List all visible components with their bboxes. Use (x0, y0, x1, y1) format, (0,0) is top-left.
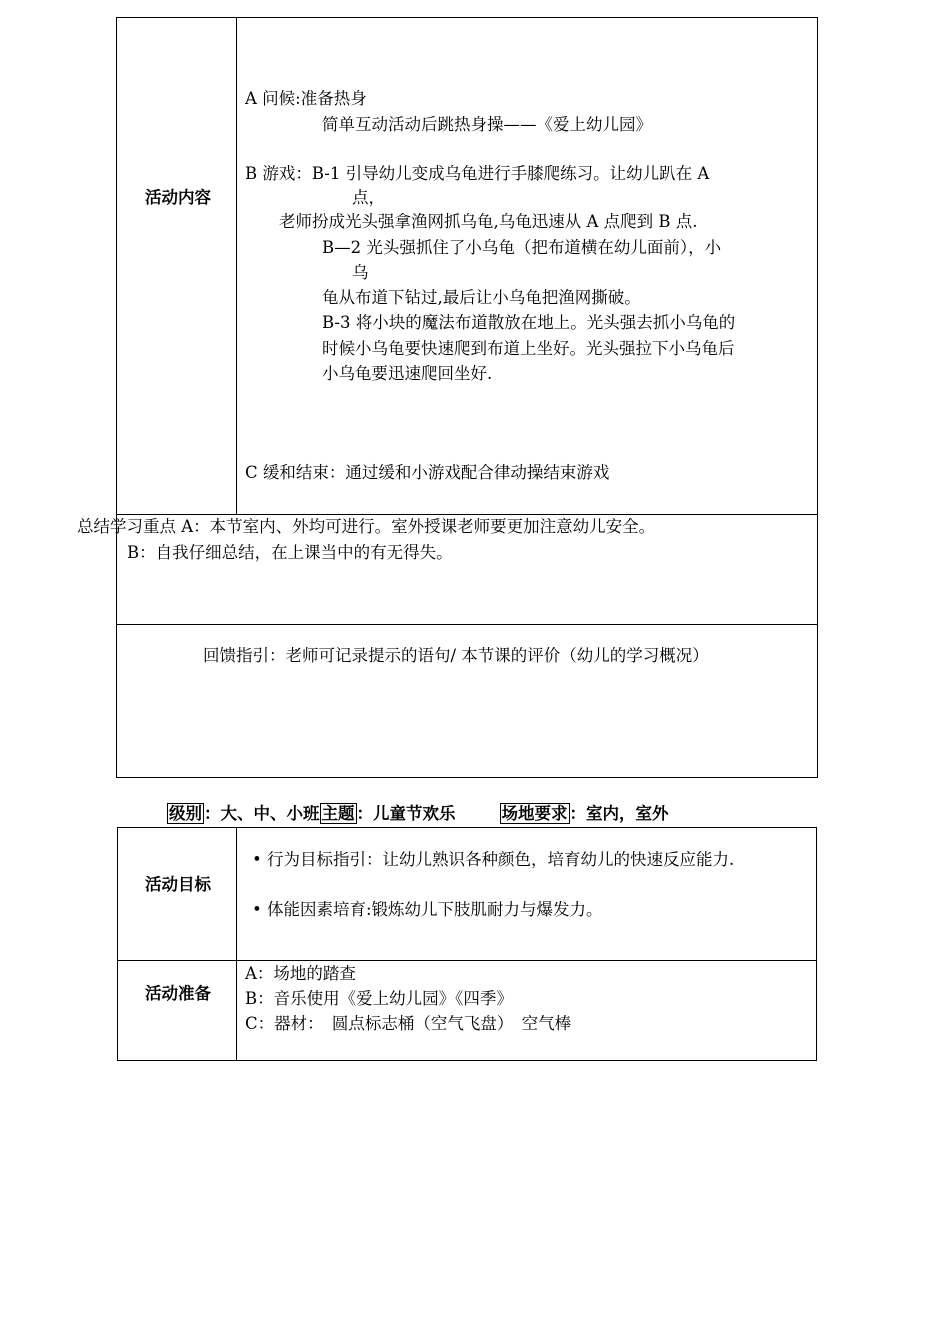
content-line-game-b3-cont1: 时候小乌龟要快速爬到布道上坐好。光头强拉下小乌龟后 (322, 339, 735, 358)
content-line-game-b2-detail: 龟从布道下钻过,最后让小乌龟把渔网撕破。 (322, 288, 641, 307)
table2-column-divider (236, 827, 237, 1061)
venue-label: 场地要求 (501, 804, 568, 823)
content-line-game-b2: B—2 光头强抓住了小乌龟（把布道横在幼儿面前），小 (322, 238, 722, 257)
prep-equipment: C：器材： 圆点标志桶（空气飞盘） 空气棒 (245, 1014, 572, 1033)
activity-prep-label: 活动准备 (145, 984, 211, 1003)
theme-label: 主题 (321, 804, 355, 823)
content-line-game-b3: B-3 将小块的魔法布道散放在地上。光头强去抓小乌龟的 (322, 313, 736, 332)
venue-value: ：室内，室外 (569, 804, 669, 823)
goal-fitness: • 体能因素培育:锻炼幼儿下肢肌耐力与爆发力。 (252, 900, 603, 919)
feedback-guide: 回馈指引：老师可记录提示的语句/ 本节课的评价（幼儿的学习概况） (203, 646, 709, 665)
activity-content-label: 活动内容 (145, 188, 211, 207)
summary-line-a: 总结学习重点 A：本节室内、外均可进行。室外授课老师要更加注意幼儿安全。 (77, 517, 656, 536)
goal-behavior: • 行为目标指引：让幼儿熟识各种颜色，培育幼儿的快速反应能力. (252, 850, 735, 869)
level-label: 级别 (169, 804, 202, 823)
table2-row-divider (117, 960, 817, 961)
prep-venue: A：场地的踏查 (245, 964, 356, 983)
content-line-game-b1: B 游戏：B-1 引导幼儿变成乌龟进行手膝爬练习。让幼儿趴在 A (245, 164, 710, 183)
content-line-warmup: A 问候:准备热身 (245, 89, 367, 108)
table1-column-divider (236, 17, 237, 515)
level-value: ：大、中、小班 (204, 804, 320, 823)
activity-goal-label: 活动目标 (145, 875, 211, 894)
table1-row-divider-2 (116, 624, 818, 625)
summary-line-b: B：自我仔细总结，在上课当中的有无得失。 (127, 543, 453, 562)
content-line-game-b1-teacher: 老师扮成光头强拿渔网抓乌龟,乌龟迅速从 A 点爬到 B 点. (279, 212, 698, 231)
table1-row-divider-1 (116, 514, 818, 515)
lesson-header (167, 806, 669, 823)
content-line-game-b3-cont2: 小乌龟要迅速爬回坐好. (322, 364, 493, 383)
content-line-game-b2-cont: 乌 (352, 263, 369, 282)
prep-music: B：音乐使用《爱上幼儿园》《四季》 (245, 989, 513, 1008)
theme-value: ：儿童节欢乐 (356, 804, 456, 823)
content-line-cooldown: C 缓和结束：通过缓和小游戏配合律动操结束游戏 (245, 463, 610, 482)
content-line-game-b1-cont: 点， (352, 188, 385, 207)
content-line-warmup-detail: 简单互动活动后跳热身操——《爱上幼儿园》 (322, 115, 652, 134)
